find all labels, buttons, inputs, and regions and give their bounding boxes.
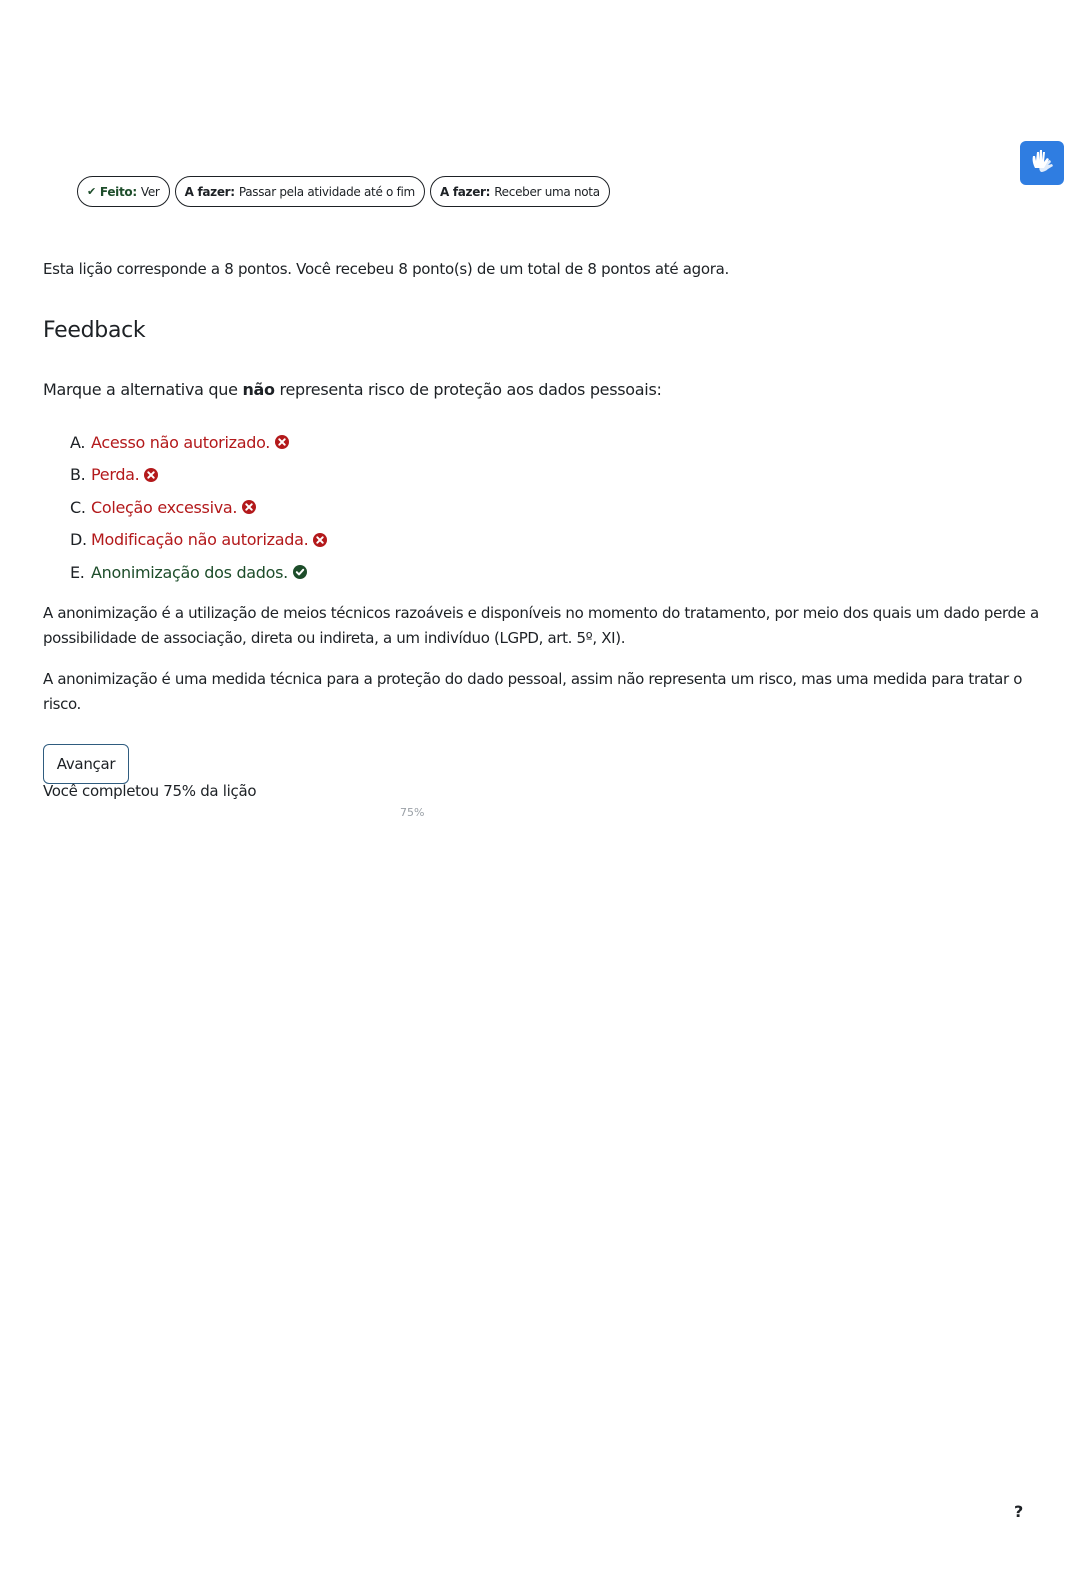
answer-text: Anonimização dos dados. — [91, 562, 288, 582]
completion-todo-value: Receber uma nota — [494, 184, 600, 199]
question-text-after: representa risco de proteção aos dados pessoais: — [274, 380, 662, 399]
incorrect-icon — [242, 500, 256, 514]
next-button[interactable]: Avançar — [43, 744, 129, 784]
completion-done-pill — [77, 176, 170, 207]
explanation-paragraph: A anonimização é uma medida técnica para a proteção do dado pessoal, assim não representa um risco, mas uma medida para tratar o risco. — [43, 670, 1023, 713]
answer-list — [70, 426, 327, 589]
answer-text: Perda. — [91, 465, 140, 485]
progress-label: 75% — [400, 806, 425, 819]
incorrect-icon — [144, 468, 158, 482]
question-text — [43, 380, 662, 399]
incorrect-icon — [275, 435, 289, 449]
answer-item — [70, 459, 327, 492]
completion-todo-value: Passar pela atividade até o fim — [238, 184, 415, 199]
question-text-bold: não — [242, 380, 275, 399]
answer-text: Coleção excessiva. — [91, 497, 238, 517]
lesson-score-text: Esta lição corresponde a 8 pontos. Você recebeu 8 ponto(s) de um total de 8 pontos até agora. — [43, 260, 729, 278]
accessibility-sign-language-button[interactable] — [1020, 141, 1064, 185]
progress-text: Você completou 75% da lição — [43, 782, 257, 800]
completion-info — [77, 176, 610, 207]
check-icon: ✔ — [87, 185, 96, 198]
explanation-paragraph: A anonimização é a utilização de meios técnicos razoáveis e disponíveis no momento do tratamento, por meio dos quais um dado perde a possibilidade de associação, direta ou indireta, a um indivíduo (LGPD, art. 5º, XI). — [43, 604, 1039, 647]
completion-todo-label: A fazer: — [184, 184, 235, 199]
incorrect-icon — [313, 533, 327, 547]
progress-bar — [43, 804, 788, 821]
completion-todo-pill — [175, 176, 425, 207]
answer-text: Modificação não autorizada. — [91, 530, 309, 550]
answer-item — [70, 524, 327, 557]
answer-letter: B. — [70, 465, 86, 485]
completion-done-label: Feito: — [99, 184, 137, 199]
completion-todo-label: A fazer: — [439, 184, 491, 199]
answer-letter: C. — [70, 497, 86, 517]
correct-icon — [293, 565, 307, 579]
feedback-heading: Feedback — [43, 318, 146, 343]
help-button[interactable]: ? — [1014, 1502, 1024, 1521]
answer-text: Acesso não autorizado. — [91, 432, 271, 452]
question-text-before: Marque a alternativa que — [43, 380, 243, 399]
answer-item — [70, 426, 327, 459]
answer-item — [70, 556, 327, 589]
sign-language-hands-icon — [1027, 146, 1057, 180]
answer-letter: E. — [70, 562, 85, 582]
answer-letter: A. — [70, 432, 86, 452]
answer-letter: D. — [70, 530, 87, 550]
completion-todo-pill — [430, 176, 610, 207]
completion-done-value: Ver — [140, 184, 160, 199]
answer-item — [70, 491, 327, 524]
